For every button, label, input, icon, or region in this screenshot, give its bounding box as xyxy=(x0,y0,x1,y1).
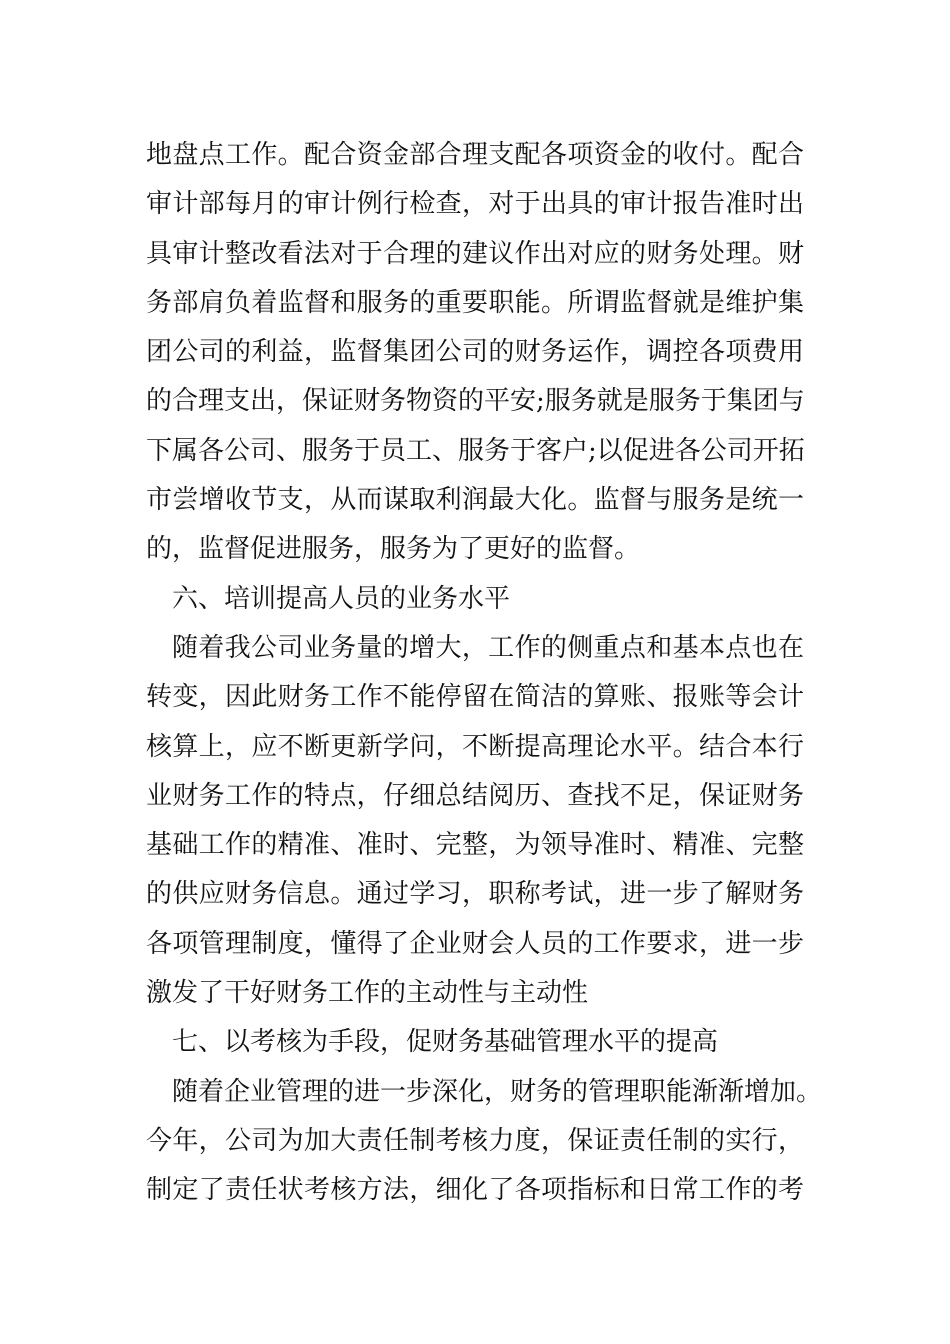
text-line: 转变，因此财务工作不能停留在简洁的算账、报账等会计 xyxy=(146,682,804,713)
document-body xyxy=(146,131,823,1216)
text-line: 下属各公司、服务于员工、服务于客户;以促进各公司开拓 xyxy=(146,435,805,466)
text-line: 审计部每月的审计例行检查，对于出具的审计报告准时出 xyxy=(146,189,804,220)
text-line: 各项管理制度，懂得了企业财会人员的工作要求，进一步 xyxy=(146,928,804,959)
text-line: 今年，公司为加大责任制考核力度，保证责任制的实行， xyxy=(146,1125,804,1156)
section-heading: 七、以考核为手段，促财务基础管理水平的提高 xyxy=(172,1027,719,1058)
text-line: 的合理支出，保证财务物资的平安;服务就是服务于集团与 xyxy=(146,386,805,417)
text-line: 团公司的利益，监督集团公司的财务运作，调控各项费用 xyxy=(146,337,804,368)
text-line: 激发了干好财务工作的主动性与主动性 xyxy=(146,978,589,1009)
text-line: 地盘点工作。配合资金部合理支配各项资金的收付。配合 xyxy=(146,140,804,170)
text-line: 核算上，应不断更新学问，不断提高理论水平。结合本行 xyxy=(146,731,804,762)
text-line: 市尝增收节支，从而谋取利润最大化。监督与服务是统一 xyxy=(146,485,804,516)
text-line: 务部肩负着监督和服务的重要职能。所谓监督就是维护集 xyxy=(146,287,804,318)
text-line: 随着企业管理的进一步深化，财务的管理职能渐渐增加。 xyxy=(172,1076,823,1107)
text-line: 的供应财务信息。通过学习，职称考试，进一步了解财务 xyxy=(146,879,804,910)
text-line: 业财务工作的特点，仔细总结阅历、查找不足，保证财务 xyxy=(146,780,804,811)
text-line: 制定了责任状考核方法，细化了各项指标和日常工作的考 xyxy=(146,1175,804,1206)
section-heading: 六、培训提高人员的业务水平 xyxy=(172,583,511,614)
text-line: 基础工作的精准、准时、完整，为领导准时、精准、完整 xyxy=(146,830,804,861)
text-line: 具审计整改看法对于合理的建议作出对应的财务处理。财 xyxy=(146,238,804,269)
text-line: 的，监督促进服务，服务为了更好的监督。 xyxy=(146,534,641,565)
text-line: 随着我公司业务量的增大，工作的侧重点和基本点也在 xyxy=(172,632,804,663)
